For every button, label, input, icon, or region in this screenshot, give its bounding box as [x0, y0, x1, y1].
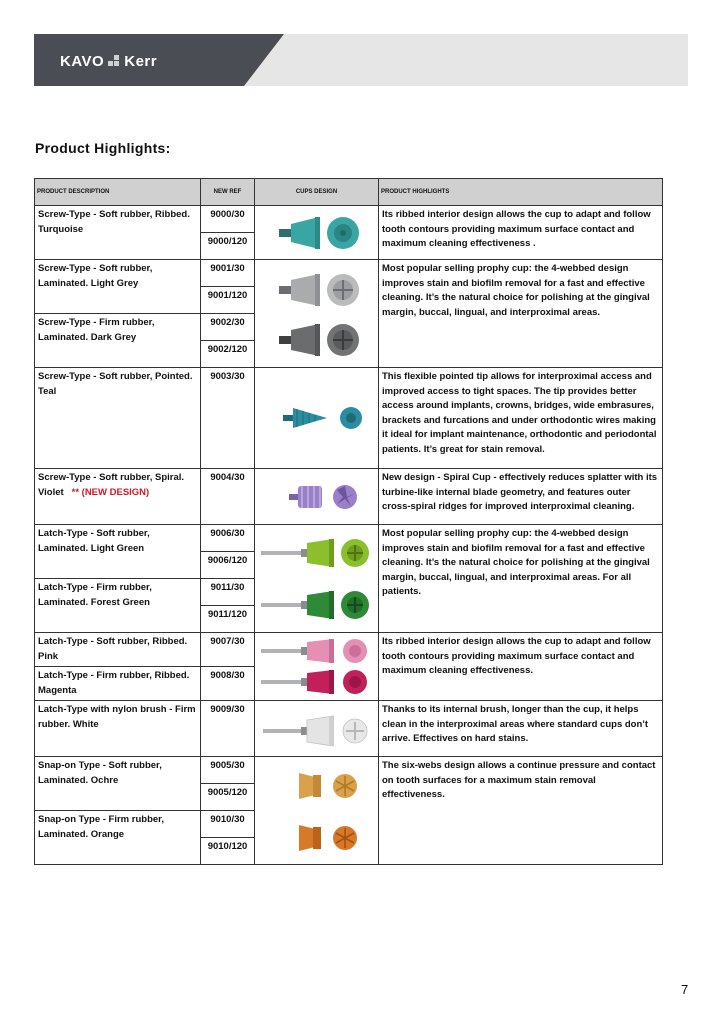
page-title: Product Highlights: [35, 140, 171, 156]
new-design-badge: ** (NEW DESIGN) [71, 486, 150, 498]
product-description: Latch-Type - Firm rubber, Ribbed. Magenta [35, 667, 201, 701]
latch-cup-pink-icon [257, 636, 377, 698]
cup-image-grey [255, 260, 379, 368]
cup-image-ochre-orange [255, 757, 379, 865]
header-cups-design: CUPS DESIGN [255, 179, 379, 206]
ref-code: 9005/120 [201, 784, 255, 811]
header-new-ref: NEW REF [201, 179, 255, 206]
table-row [35, 701, 663, 757]
ref-code: 9011/120 [201, 606, 255, 633]
product-highlight: This flexible pointed tip allows for interproximal access and improved access to tight spaces. The tip provides better access around implants, crowns, bridges, wide embrasures, brackets and furcations and under orthodontic wires making it ideal for implant maintenance, orthodontic and periodontal patients. It’s great for stain removal. [379, 368, 663, 469]
ref-code: 9006/120 [201, 552, 255, 579]
logo-kavo: KAVO [60, 52, 105, 70]
product-table [34, 178, 663, 865]
latch-cup-green-icon [257, 529, 377, 629]
ref-code: 9002/30 [201, 314, 255, 341]
ref-code: 9009/30 [201, 701, 255, 757]
logo-kerr: Kerr [124, 52, 158, 70]
table-header-row [35, 179, 663, 206]
table-row [35, 469, 663, 525]
pointed-cup-teal-icon [257, 388, 377, 448]
product-description: Screw-Type - Soft rubber, Ribbed. Turquoise [35, 206, 201, 260]
screw-cup-turquoise-icon [257, 207, 377, 259]
ref-code: 9001/30 [201, 260, 255, 287]
cup-image-violet [255, 469, 379, 525]
product-description: Screw-Type - Soft rubber, Pointed. Teal [35, 368, 201, 469]
ref-code: 9011/30 [201, 579, 255, 606]
header-product-highlights: PRODUCT HIGHLIGHTS [379, 179, 663, 206]
cup-image-pink [255, 633, 379, 701]
header-product-description: PRODUCT DESCRIPTION [35, 179, 201, 206]
cup-image-turquoise [255, 206, 379, 260]
product-description: Screw-Type - Firm rubber, Laminated. Dark Grey [35, 314, 201, 368]
screw-cup-grey-icon [257, 264, 377, 364]
cup-image-teal [255, 368, 379, 469]
cup-image-white [255, 701, 379, 757]
table-row [35, 633, 663, 667]
product-description: Latch-Type - Soft rubber, Ribbed. Pink [35, 633, 201, 667]
ref-code: 9006/30 [201, 525, 255, 552]
page-number: 7 [681, 982, 689, 997]
cup-image-green [255, 525, 379, 633]
ref-code: 9010/30 [201, 811, 255, 838]
ref-code: 9007/30 [201, 633, 255, 667]
product-highlight: Its ribbed interior design allows the cup to adapt and follow tooth contours providing maximum surface contact and maximum cleaning effectiveness. [379, 633, 663, 701]
product-description [35, 469, 201, 525]
ref-code: 9001/120 [201, 287, 255, 314]
product-highlight: Its ribbed interior design allows the cup to adapt and follow tooth contours providing maximum surface contact and maximum cleaning effectiveness . [379, 206, 663, 260]
product-highlight: The six-webs design allows a continue pressure and contact on tooth surfaces for a maximum stain removal effectiveness. [379, 757, 663, 865]
product-highlight: Most popular selling prophy cup: the 4-webbed design improves stain and biofilm removal for a fast and effective cleaning. It’s the natural choice for polishing at the gingival margin, buccal, lingual, and interproximal areas. For all patients. [379, 525, 663, 633]
latch-brush-cup-white-icon [257, 706, 377, 752]
product-description: Screw-Type - Soft rubber, Laminated. Light Grey [35, 260, 201, 314]
product-highlight: Thanks to its internal brush, longer than the cup, it helps clean in the interproximal areas where standard cups don’t arrive. Effectives on hard stains. [379, 701, 663, 757]
spiral-cup-violet-icon [257, 472, 377, 522]
product-description: Snap-on Type - Soft rubber, Laminated. Ochre [35, 757, 201, 811]
product-description: Latch-Type - Soft rubber, Laminated. Light Green [35, 525, 201, 579]
ref-code: 9004/30 [201, 469, 255, 525]
table-row [35, 368, 663, 469]
ref-code: 9000/120 [201, 233, 255, 260]
brand-logo [60, 52, 157, 70]
product-highlight: Most popular selling prophy cup: the 4-webbed design improves stain and biofilm removal for a fast and effective cleaning. It’s the natural choice for polishing at the gingival margin, buccal, lingual, and interproximal areas. [379, 260, 663, 368]
table-row [35, 260, 663, 287]
ref-code: 9002/120 [201, 341, 255, 368]
product-description: Latch-Type with nylon brush - Firm rubber. White [35, 701, 201, 757]
logo-squares-icon [108, 55, 120, 67]
product-highlight: New design - Spiral Cup - effectively reduces splatter with its turbine-like internal blade geometry, and features outer cross-spiral ridges for improved interproximal cleaning. [379, 469, 663, 525]
table-row [35, 757, 663, 784]
product-description: Latch-Type - Firm rubber, Laminated. Forest Green [35, 579, 201, 633]
ref-code: 9000/30 [201, 206, 255, 233]
ref-code: 9010/120 [201, 838, 255, 865]
table-row [35, 206, 663, 233]
product-description: Snap-on Type - Firm rubber, Laminated. Orange [35, 811, 201, 865]
ref-code: 9008/30 [201, 667, 255, 701]
ref-code: 9003/30 [201, 368, 255, 469]
description-text: Screw-Type - Soft rubber, Spiral. Violet [38, 472, 185, 498]
table-row [35, 525, 663, 552]
ref-code: 9005/30 [201, 757, 255, 784]
snap-on-cup-icon [257, 761, 377, 861]
